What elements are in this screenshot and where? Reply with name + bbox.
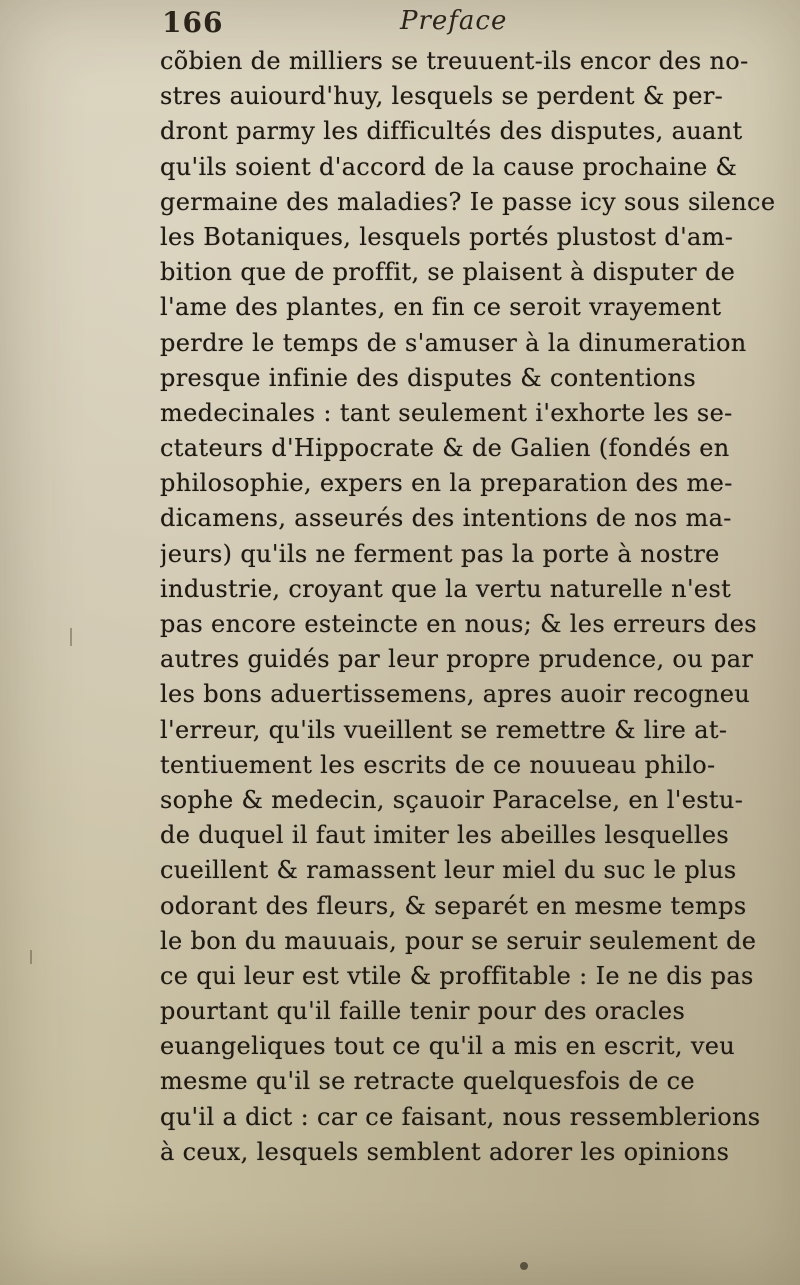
text-line: les Botaniques, lesquels portés plustost d'am- bbox=[160, 222, 734, 251]
text-line: bition que de proffit, se plaisent à disputer de bbox=[160, 258, 736, 287]
text-line: ctateurs d'Hippocrate & de Galien (fondés en bbox=[160, 434, 730, 463]
text-line: cõbien de milliers se treuuent-ils encor des no- bbox=[160, 47, 749, 75]
running-head bbox=[150, 6, 770, 46]
text-line: stres auiourd'huy, lesquels se perdent & per- bbox=[160, 82, 724, 111]
body-text bbox=[160, 44, 800, 1170]
text-line: dicamens, asseurés des intentions de nos ma- bbox=[160, 504, 732, 533]
text-line: tentiuement les escrits de ce nouueau philo- bbox=[160, 750, 716, 779]
text-line: l'ame des plantes, en fin ce seroit vrayement bbox=[160, 293, 722, 322]
text-line: germaine des maladies? Ie passe icy sous silence bbox=[160, 187, 776, 216]
text-line: qu'ils soient d'accord de la cause prochaine & bbox=[160, 152, 738, 181]
text-line: dront parmy les difficultés des disputes, auant bbox=[160, 117, 743, 146]
text-line: le bon du mauuais, pour se seruir seulement de bbox=[160, 926, 757, 955]
text-line: medecinales : tant seulement i'exhorte les se- bbox=[160, 398, 733, 427]
text-line: odorant des fleurs, & separét en mesme temps bbox=[160, 891, 747, 920]
text-line: les bons aduertissemens, apres auoir recogneu bbox=[160, 680, 751, 709]
text-line: philosophie, expers en la preparation des me- bbox=[160, 469, 733, 498]
text-line: autres guidés par leur propre prudence, ou par bbox=[160, 645, 754, 674]
text-line: sophe & medecin, sçauoir Paracelse, en l'estu- bbox=[160, 785, 744, 814]
text-line: pas encore esteincte en nous; & les erreurs des bbox=[160, 610, 757, 638]
text-line: perdre le temps de s'amuser à la dinumeration bbox=[160, 328, 747, 357]
paper-speck bbox=[70, 628, 72, 646]
page-number: 166 bbox=[162, 6, 224, 39]
text-line: de duquel il faut imiter les abeilles lesquelles bbox=[160, 821, 730, 850]
text-line: pourtant qu'il faille tenir pour des oracles bbox=[160, 997, 686, 1026]
text-line: cueillent & ramassent leur miel du suc le plus bbox=[160, 856, 737, 885]
text-line: presque infinie des disputes & contentions bbox=[160, 363, 697, 392]
text-line: ce qui leur est vtile & proffitable : Ie ne dis pas bbox=[160, 961, 754, 990]
paper-speck bbox=[30, 950, 32, 964]
running-head-title: Preface bbox=[400, 6, 508, 36]
text-line: à ceux, lesquels semblent adorer les opinions bbox=[160, 1137, 730, 1166]
text-line: jeurs) qu'ils ne ferment pas la porte à nostre bbox=[160, 539, 720, 568]
ink-dot bbox=[520, 1262, 528, 1270]
text-line: euangeliques tout ce qu'il a mis en escrit, veu bbox=[160, 1032, 736, 1061]
text-line: l'erreur, qu'ils vueillent se remettre & lire at- bbox=[160, 715, 728, 744]
text-line: qu'il a dict : car ce faisant, nous ressemblerions bbox=[160, 1102, 761, 1131]
text-line: industrie, croyant que la vertu naturelle n'est bbox=[160, 574, 732, 603]
text-line: mesme qu'il se retracte quelquesfois de ce bbox=[160, 1067, 695, 1096]
